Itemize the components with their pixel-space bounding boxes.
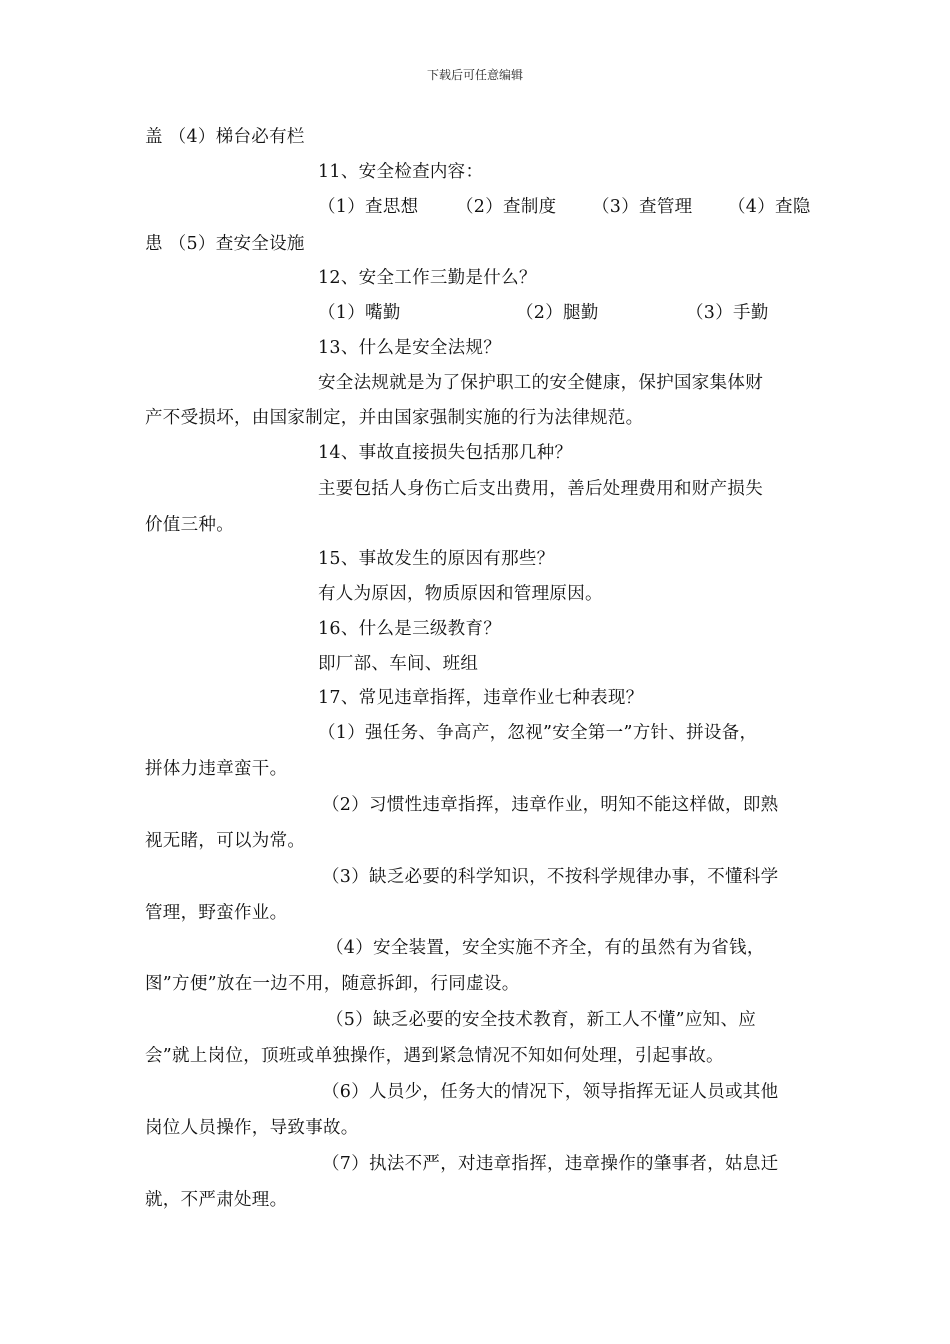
text-line: 会”就上岗位，顶班或单独操作，遇到紧急情况不知如何处理，引起事故。 (145, 1046, 724, 1066)
text-line: 产不受损坏，由国家制定，并由国家强制实施的行为法律规范。 (145, 408, 644, 428)
page-header: 下载后可任意编辑 (426, 68, 523, 82)
question-14: 14、事故直接损失包括那几种？ (318, 443, 573, 463)
answer-item: （3）手勤 (686, 303, 769, 323)
text-line: 价值三种。 (145, 515, 234, 535)
text-line: 即厂部、车间、班组 (318, 654, 479, 674)
answer-item: （1）查思想 (318, 197, 419, 217)
question-17: 17、常见违章指挥，违章作业七种表现？ (318, 688, 644, 708)
text-line: 图”方便”放在一边不用，随意拆卸，行同虚设。 (145, 974, 520, 994)
text-line: 岗位人员操作，导致事故。 (145, 1118, 359, 1138)
text-line: （5）缺乏必要的安全技术教育，新工人不懂”应知、应 (326, 1010, 757, 1030)
text-line: （6）人员少，任务大的情况下，领导指挥无证人员或其他 (322, 1082, 779, 1102)
question-11: 11、安全检查内容： (318, 162, 484, 182)
text-line: 盖 （4）梯台必有栏 (145, 127, 305, 147)
question-15: 15、事故发生的原因有那些？ (318, 549, 555, 569)
text-line: （1）强任务、争高产，忽视”安全第一”方针、拼设备， (318, 723, 758, 743)
text-line: 就，不严肃处理。 (145, 1190, 288, 1210)
answer-item: （3）查管理 (592, 197, 693, 217)
answer-item: （2）腿勤 (516, 303, 599, 323)
text-line: 拼体力违章蛮干。 (145, 759, 288, 779)
answer-item: （2）查制度 (456, 197, 557, 217)
text-line: （2）习惯性违章指挥，违章作业，明知不能这样做，即熟 (322, 795, 779, 815)
text-line: 有人为原因，物质原因和管理原因。 (318, 584, 603, 604)
answer-item: （1）嘴勤 (318, 303, 401, 323)
text-line: 主要包括人身伤亡后支出费用，善后处理费用和财产损失 (318, 479, 763, 499)
question-13: 13、什么是安全法规？ (318, 338, 502, 358)
text-line: （4）安全装置，安全实施不齐全，有的虽然有为省钱， (326, 938, 765, 958)
text-line: （7）执法不严，对违章指挥，违章操作的肇事者，姑息迁 (322, 1154, 779, 1174)
answer-item: （4）查隐 (728, 197, 811, 217)
answer-row-11 (318, 196, 811, 218)
text-line: 安全法规就是为了保护职工的安全健康，保护国家集体财 (318, 373, 763, 393)
text-line: （3）缺乏必要的科学知识，不按科学规律办事，不懂科学 (322, 867, 779, 887)
text-line: 管理，野蛮作业。 (145, 903, 288, 923)
text-line: 视无睹，可以为常。 (145, 831, 306, 851)
answer-row-12 (318, 302, 769, 324)
question-16: 16、什么是三级教育？ (318, 619, 502, 639)
question-12: 12、安全工作三勤是什么？ (318, 268, 537, 288)
text-line: 患 （5）查安全设施 (145, 234, 305, 254)
